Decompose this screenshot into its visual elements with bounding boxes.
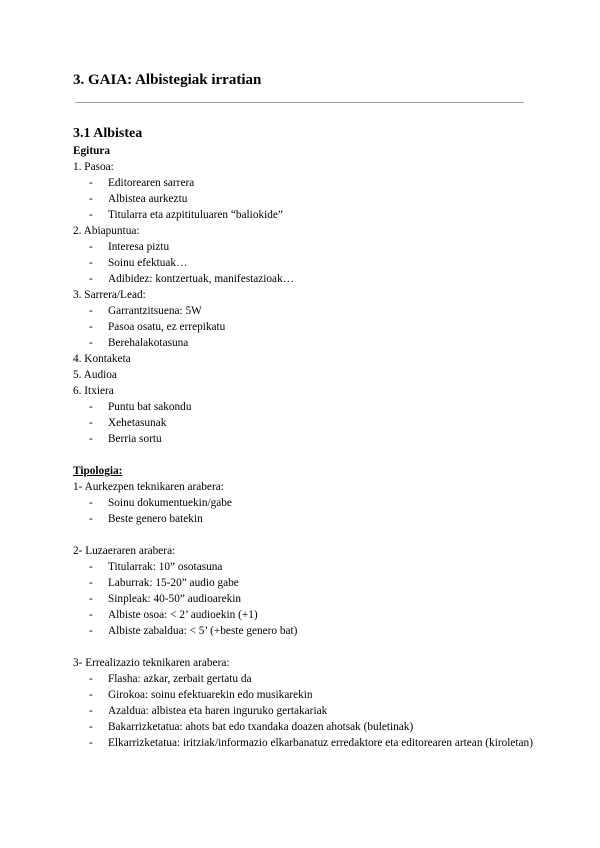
bullet-dash: - — [89, 273, 93, 285]
spacer — [73, 527, 533, 543]
page-title: 3. GAIA: Albistegiak irratian — [73, 72, 262, 88]
bullet-dash: - — [89, 305, 93, 317]
list-item-text: Soinu dokumentuekin/gabe — [108, 497, 232, 509]
list-item — [73, 703, 533, 719]
spacer — [73, 447, 533, 463]
bullet-dash: - — [89, 433, 93, 445]
list-item — [73, 623, 533, 639]
list-item-text: Berria sortu — [108, 433, 162, 445]
list-item — [73, 207, 533, 223]
egitura-list — [73, 159, 533, 447]
bullet-dash: - — [89, 209, 93, 221]
list-item — [73, 511, 533, 527]
tipologia-list — [73, 479, 533, 751]
list-item-text: Girokoa: soinu efektuarekin edo musikarekin — [108, 689, 313, 701]
bullet-dash: - — [89, 193, 93, 205]
bullet-dash: - — [89, 177, 93, 189]
list-group-label: 2. Abiapuntua: — [73, 225, 140, 237]
bullet-dash: - — [89, 673, 93, 685]
list-item-text: Interesa piztu — [108, 241, 170, 253]
bullet-dash: - — [89, 625, 93, 637]
list-item-text: Bakarrizketatua: ahots bat edo txandaka doazen ahotsak (buletinak) — [108, 721, 414, 733]
list-group-label: 1. Pasoa: — [73, 161, 114, 173]
bullet-dash: - — [89, 705, 93, 717]
list-group-label: 4. Kontaketa — [73, 353, 131, 365]
list-item — [73, 399, 533, 415]
spacer — [73, 639, 533, 655]
bullet-dash: - — [89, 577, 93, 589]
bullet-dash: - — [89, 241, 93, 253]
list-item — [73, 415, 533, 431]
list-item — [73, 575, 533, 591]
list-group-label: 5. Audioa — [73, 369, 117, 381]
list-item — [73, 431, 533, 447]
list-item — [73, 175, 533, 191]
list-item — [73, 687, 533, 703]
list-group-label: 6. Itxiera — [73, 385, 114, 397]
list-item-text: Berehalakotasuna — [108, 337, 189, 349]
document-body — [73, 143, 533, 751]
list-item — [73, 335, 533, 351]
list-item-text: Pasoa osatu, ez errepikatu — [108, 321, 226, 333]
list-item-text: Albiste zabaldua: < 5’ (+beste genero bat) — [108, 625, 298, 637]
list-item-text: Xehetasunak — [108, 417, 167, 429]
list-item — [73, 735, 533, 751]
bullet-dash: - — [89, 401, 93, 413]
list-item — [73, 495, 533, 511]
list-item — [73, 255, 533, 271]
bullet-dash: - — [89, 737, 93, 749]
list-item-text: Adibidez: kontzertuak, manifestazioak… — [108, 273, 295, 285]
list-item-text: Beste genero batekin — [108, 513, 203, 525]
bullet-dash: - — [89, 593, 93, 605]
list-item — [73, 671, 533, 687]
list-item-text: Elkarrizketatua: iritziak/informazio elkarbanatuz erredaktore eta editorearen artean (kiroletan) — [108, 737, 533, 749]
list-item — [73, 319, 533, 335]
list-item — [73, 271, 533, 287]
list-item-text: Editorearen sarrera — [108, 177, 195, 189]
list-item-text: Flasha: azkar, zerbait gertatu da — [108, 673, 252, 685]
list-group-label: 3- Errealizazio teknikaren arabera: — [73, 657, 230, 669]
egitura-heading: Egitura — [73, 145, 111, 157]
bullet-dash: - — [89, 721, 93, 733]
bullet-dash: - — [89, 561, 93, 573]
title-divider — [75, 102, 524, 103]
bullet-dash: - — [89, 417, 93, 429]
list-item — [73, 607, 533, 623]
list-item-text: Titularrak: 10” osotasuna — [108, 561, 223, 573]
list-item — [73, 559, 533, 575]
list-item — [73, 239, 533, 255]
bullet-dash: - — [89, 321, 93, 333]
list-group-label: 3. Sarrera/Lead: — [73, 289, 146, 301]
list-group-label: 2- Luzaeraren arabera: — [73, 545, 176, 557]
list-item-text: Azaldua: albistea eta haren inguruko gertakariak — [108, 705, 328, 717]
list-item-text: Soinu efektuak… — [108, 257, 188, 269]
list-item — [73, 591, 533, 607]
bullet-dash: - — [89, 257, 93, 269]
bullet-dash: - — [89, 513, 93, 525]
list-group-label: 1- Aurkezpen teknikaren arabera: — [73, 481, 224, 493]
bullet-dash: - — [89, 689, 93, 701]
list-item-text: Albiste osoa: < 2’ audioekin (+1) — [108, 609, 258, 621]
list-item-text: Garrantzitsuena: 5W — [108, 305, 202, 317]
section-heading: 3.1 Albistea — [73, 126, 143, 141]
list-item — [73, 719, 533, 735]
list-item-text: Albistea aurkeztu — [108, 193, 188, 205]
tipologia-heading: Tipologia: — [73, 465, 123, 477]
bullet-dash: - — [89, 497, 93, 509]
list-item-text: Sinpleak: 40-50” audioarekin — [108, 593, 242, 605]
list-item-text: Puntu bat sakondu — [108, 401, 192, 413]
list-item-text: Titularra eta azpitituluaren “baliokide” — [108, 209, 283, 221]
bullet-dash: - — [89, 337, 93, 349]
list-item — [73, 303, 533, 319]
bullet-dash: - — [89, 609, 93, 621]
list-item — [73, 191, 533, 207]
list-item-text: Laburrak: 15-20” audio gabe — [108, 577, 239, 589]
